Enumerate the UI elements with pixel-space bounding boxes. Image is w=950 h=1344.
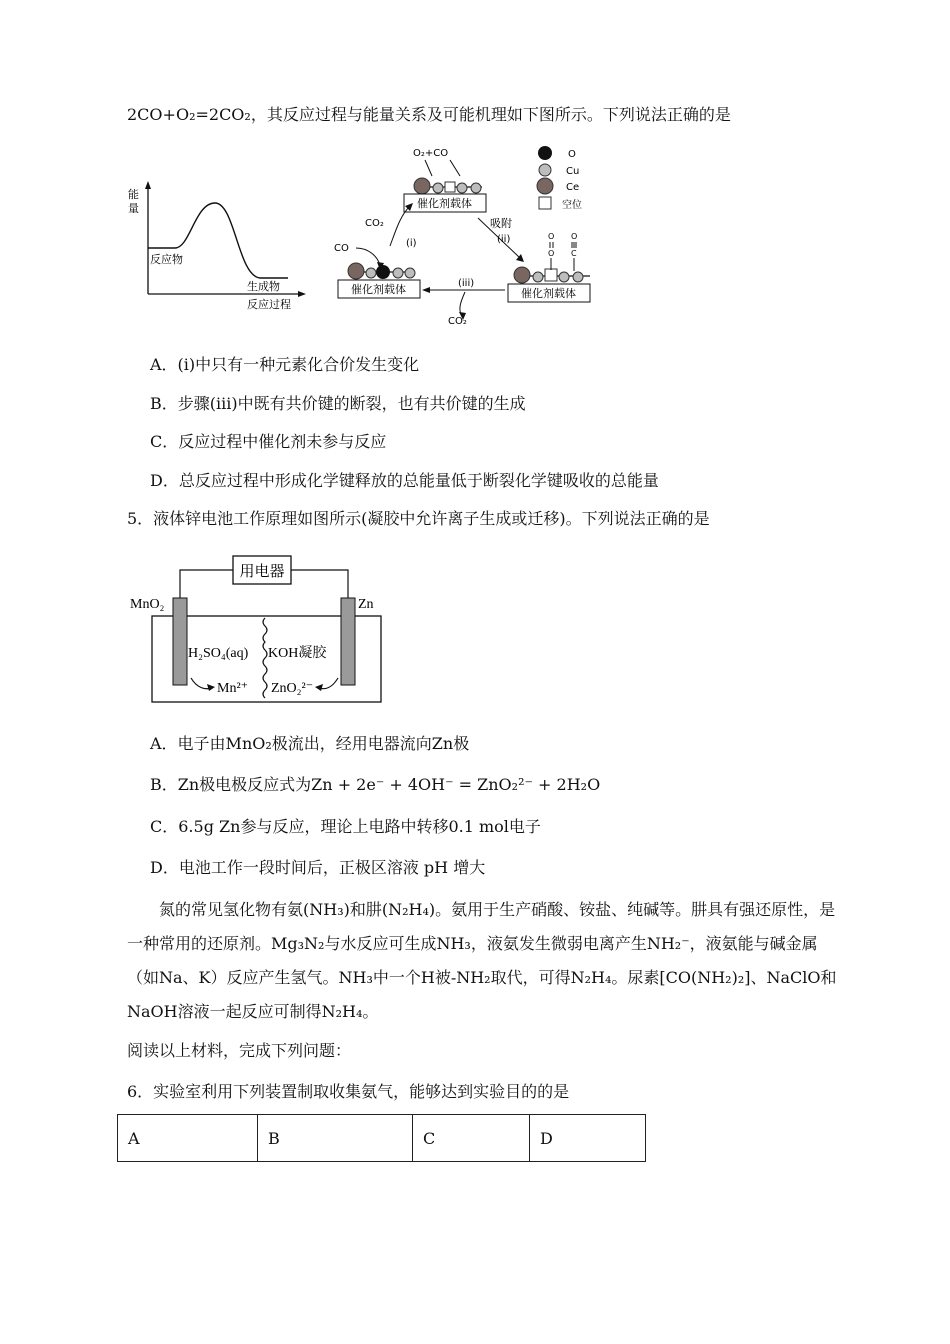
q4-intro [127,105,731,125]
q5-option-b: B．Zn极电极反应式为Zn + 2e⁻ + 4OH⁻ = ZnO₂²⁻ + 2H₂O [150,775,601,794]
step-ii-label: (ii) [497,234,511,245]
left-solution: H₂SO₄(aq) [188,646,249,661]
mno2-label: MnO₂ [130,597,165,612]
mno2-electrode [173,598,187,685]
q4-intro-equation: 2CO+O₂=2CO₂ [127,105,251,124]
legend-o-marker [538,146,552,160]
svg-text:O: O [571,232,578,241]
carrier-top: 催化剂载体 [417,197,472,210]
q5-option-c: C．6.5g Zn参与反应，理论上电路中转移0.1 mol电子 [150,817,541,836]
q5-figure [125,548,395,708]
energy-axis-label-1: 能 [128,188,139,201]
q4-figure [120,138,600,338]
legend-vacancy: 空位 [562,200,582,211]
legend-o: O [568,149,576,160]
legend-cu-marker [539,164,551,176]
step-iii-label: (iii) [458,278,475,289]
co2-iii-label: CO₂ [448,316,467,327]
q6-col-b: B [258,1115,413,1162]
q4-option-c: C．反应过程中催化剂未参与反应 [150,432,387,451]
legend-ce-marker [537,178,553,194]
co-label: CO [334,243,349,254]
q5-option-d: D．电池工作一段时间后，正极区溶液 pH 增大 [150,858,486,877]
adsorb-label: 吸附 [490,217,512,230]
material-paragraph: 氮的常见氢化物有氨(NH₃)和肼(N₂H₄)。氨用于生产硝酸、铵盐、纯碱等。肼具有强还原性，是一种常用的还原剂。Mg₃N₂与水反应可生成NH₃，液氨发生微弱电离产生NH₂⁻，液氨能与碱金属（如Na、K）反应产生氢气。NH₃中一个H被-NH₂取代，可得N₂H₄。尿素[CO(NH₂)₂]、NaClO和NaOH溶液一起反应可制得N₂H₄。 [127,900,837,1021]
zn-label: Zn [358,597,374,612]
q6-col-d: D [530,1115,646,1162]
x-axis-label: 反应过程 [247,298,291,311]
co2-i-label: CO₂ [365,218,384,229]
q4-intro-text: ，其反应过程与能量关系及可能机理如下图所示。下列说法正确的是 [250,105,731,124]
q6-answer-table [117,1114,646,1162]
q4-option-b: B．步骤(iii)中既有共价键的断裂，也有共价键的生成 [150,394,526,413]
o2-co-label: O₂+CO [413,148,449,159]
device-label: 用电器 [239,564,285,580]
q4-option-a: A．(i)中只有一种元素化合价发生变化 [150,355,420,374]
q6-stem: 6．实验室利用下列装置制取收集氨气，能够达到实验目的的是 [127,1082,570,1101]
q6-table-row [118,1115,646,1162]
q5-option-a: A．电子由MnO₂极流出，经用电器流向Zn极 [150,734,470,753]
right-ion: ZnO₂²⁻ [271,681,314,696]
step-i-label: (i) [406,238,417,249]
carrier-left: 催化剂载体 [351,283,406,296]
q6-col-a: A [118,1115,258,1162]
energy-axis-label-2: 量 [128,202,139,215]
product-label: 生成物 [247,280,280,293]
svg-text:O: O [548,249,555,258]
energy-curve [148,203,288,278]
q4-option-d: D．总反应过程中形成化学键释放的总能量低于断裂化学键吸收的总能量 [150,471,659,490]
legend-vacancy-marker [539,197,551,209]
q6-col-c: C [413,1115,530,1162]
carrier-right: 催化剂载体 [521,287,576,300]
svg-text:C: C [571,249,577,258]
svg-text:O: O [548,232,555,241]
q5-stem: 5．液体锌电池工作原理如图所示(凝胶中允许离子生成或迁移)。下列说法正确的是 [127,509,710,528]
legend-ce: Ce [566,182,580,193]
gel-interface [263,618,267,698]
reactant-label: 反应物 [150,253,183,266]
right-solution: KOH凝胶 [268,646,327,661]
material-instruction: 阅读以上材料，完成下列问题： [127,1041,352,1060]
legend-cu: Cu [566,166,580,177]
zn-electrode [341,598,355,685]
left-ion: Mn²⁺ [217,681,249,696]
